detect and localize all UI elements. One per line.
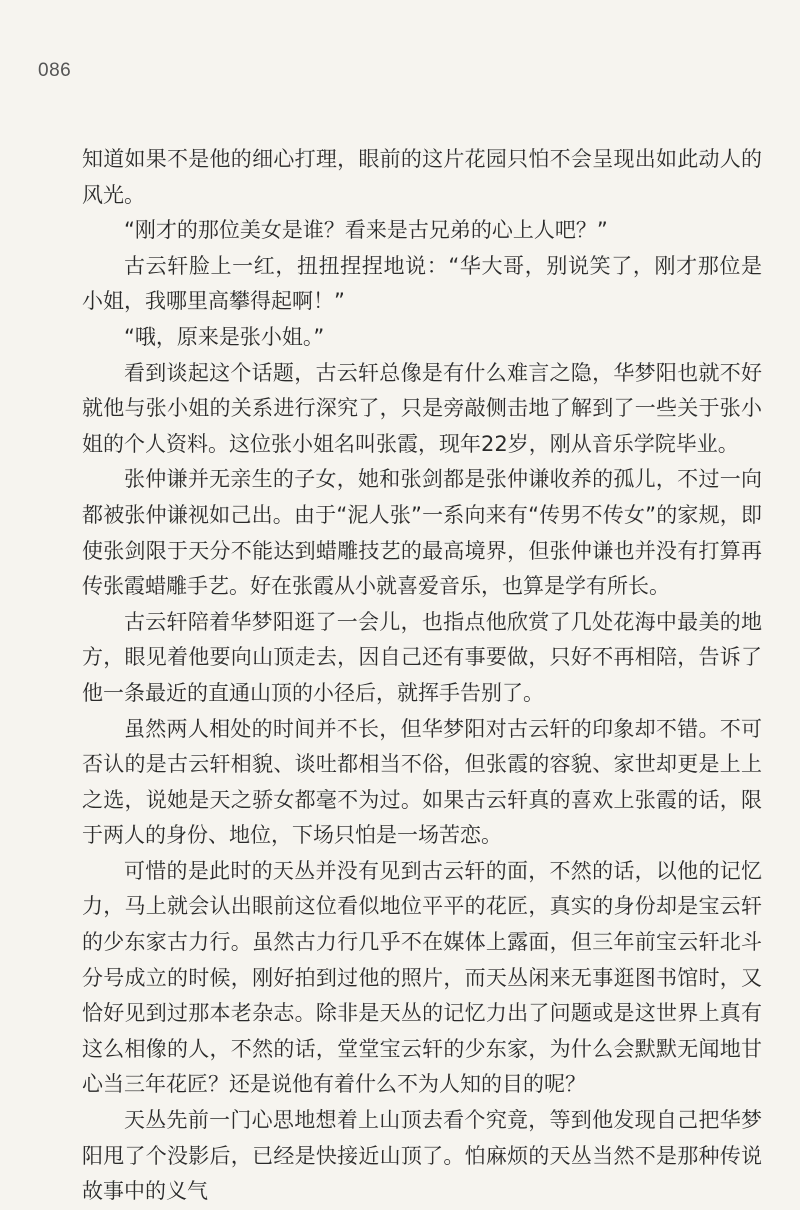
page-number: 086 [38,60,72,81]
paragraph: 看到谈起这个话题，古云轩总像是有什么难言之隐，华梦阳也就不好就他与张小姐的关系进行深究了，只是旁敲侧击地了解到了一些关于张小姐的个人资料。这位张小姐名叫张霞，现年22岁，刚从音乐学院毕业。 [82,360,762,456]
paragraph: 虽然两人相处的时间并不长，但华梦阳对古云轩的印象却不错。不可否认的是古云轩相貌、谈吐都相当不俗，但张霞的容貌、家世却更是上上之选，说她是天之骄女都毫不为过。如果古云轩真的喜欢上张霞的话，限于两人的身份、地位，下场只怕是一场苦恋。 [82,716,762,848]
paragraph: “哦，原来是张小姐。” [124,324,325,349]
paragraph: 天丛先前一门心思地想着上山顶去看个究竟，等到他发现自己把华梦阳甩了个没影后，已经是快接近山顶了。怕麻烦的天丛当然不是那种传说故事中的义气 [82,1108,762,1204]
paragraph: 古云轩陪着华梦阳逛了一会儿，也指点他欣赏了几处花海中最美的地方，眼见着他要向山顶走去，因自己还有事要做，只好不再相陪，告诉了他一条最近的直通山顶的小径后，就挥手告别了。 [82,609,762,705]
paragraph: “刚才的那位美女是谁？看来是古兄弟的心上人吧？” [124,218,608,243]
paragraph: 可惜的是此时的天丛并没有见到古云轩的面，不然的话，以他的记忆力，马上就会认出眼前这位看似地位平平的花匠，真实的身份却是宝云轩的少东家古力行。虽然古力行几乎不在媒体上露面，但三年前宝云轩北斗分号成立的时候，刚好拍到过他的照片，而天丛闲来无事逛图书馆时，又恰好见到过那本老杂志。除非是天丛的记忆力出了问题或是这世界上真有这么相像的人，不然的话，堂堂宝云轩的少东家，为什么会默默无闻地甘心当三年花匠？还是说他有着什么不为人知的目的呢？ [82,858,762,1097]
paragraph: 张仲谦并无亲生的子女，她和张剑都是张仲谦收养的孤儿，不过一向都被张仲谦视如己出。由于“泥人张”一系向来有“传男不传女”的家规，即使张剑限于天分不能达到蜡雕技艺的最高境界，但张仲谦也并没有打算再传张霞蜡雕手艺。好在张霞从小就喜爱音乐，也算是学有所长。 [82,467,762,599]
paragraph: 知道如果不是他的细心打理，眼前的这片花园只怕不会呈现出如此动人的风光。 [82,147,762,207]
body-text [82,142,762,1210]
paragraph: 古云轩脸上一红，扭扭捏捏地说：“华大哥，别说笑了，刚才那位是小姐，我哪里高攀得起啊！” [82,253,762,314]
